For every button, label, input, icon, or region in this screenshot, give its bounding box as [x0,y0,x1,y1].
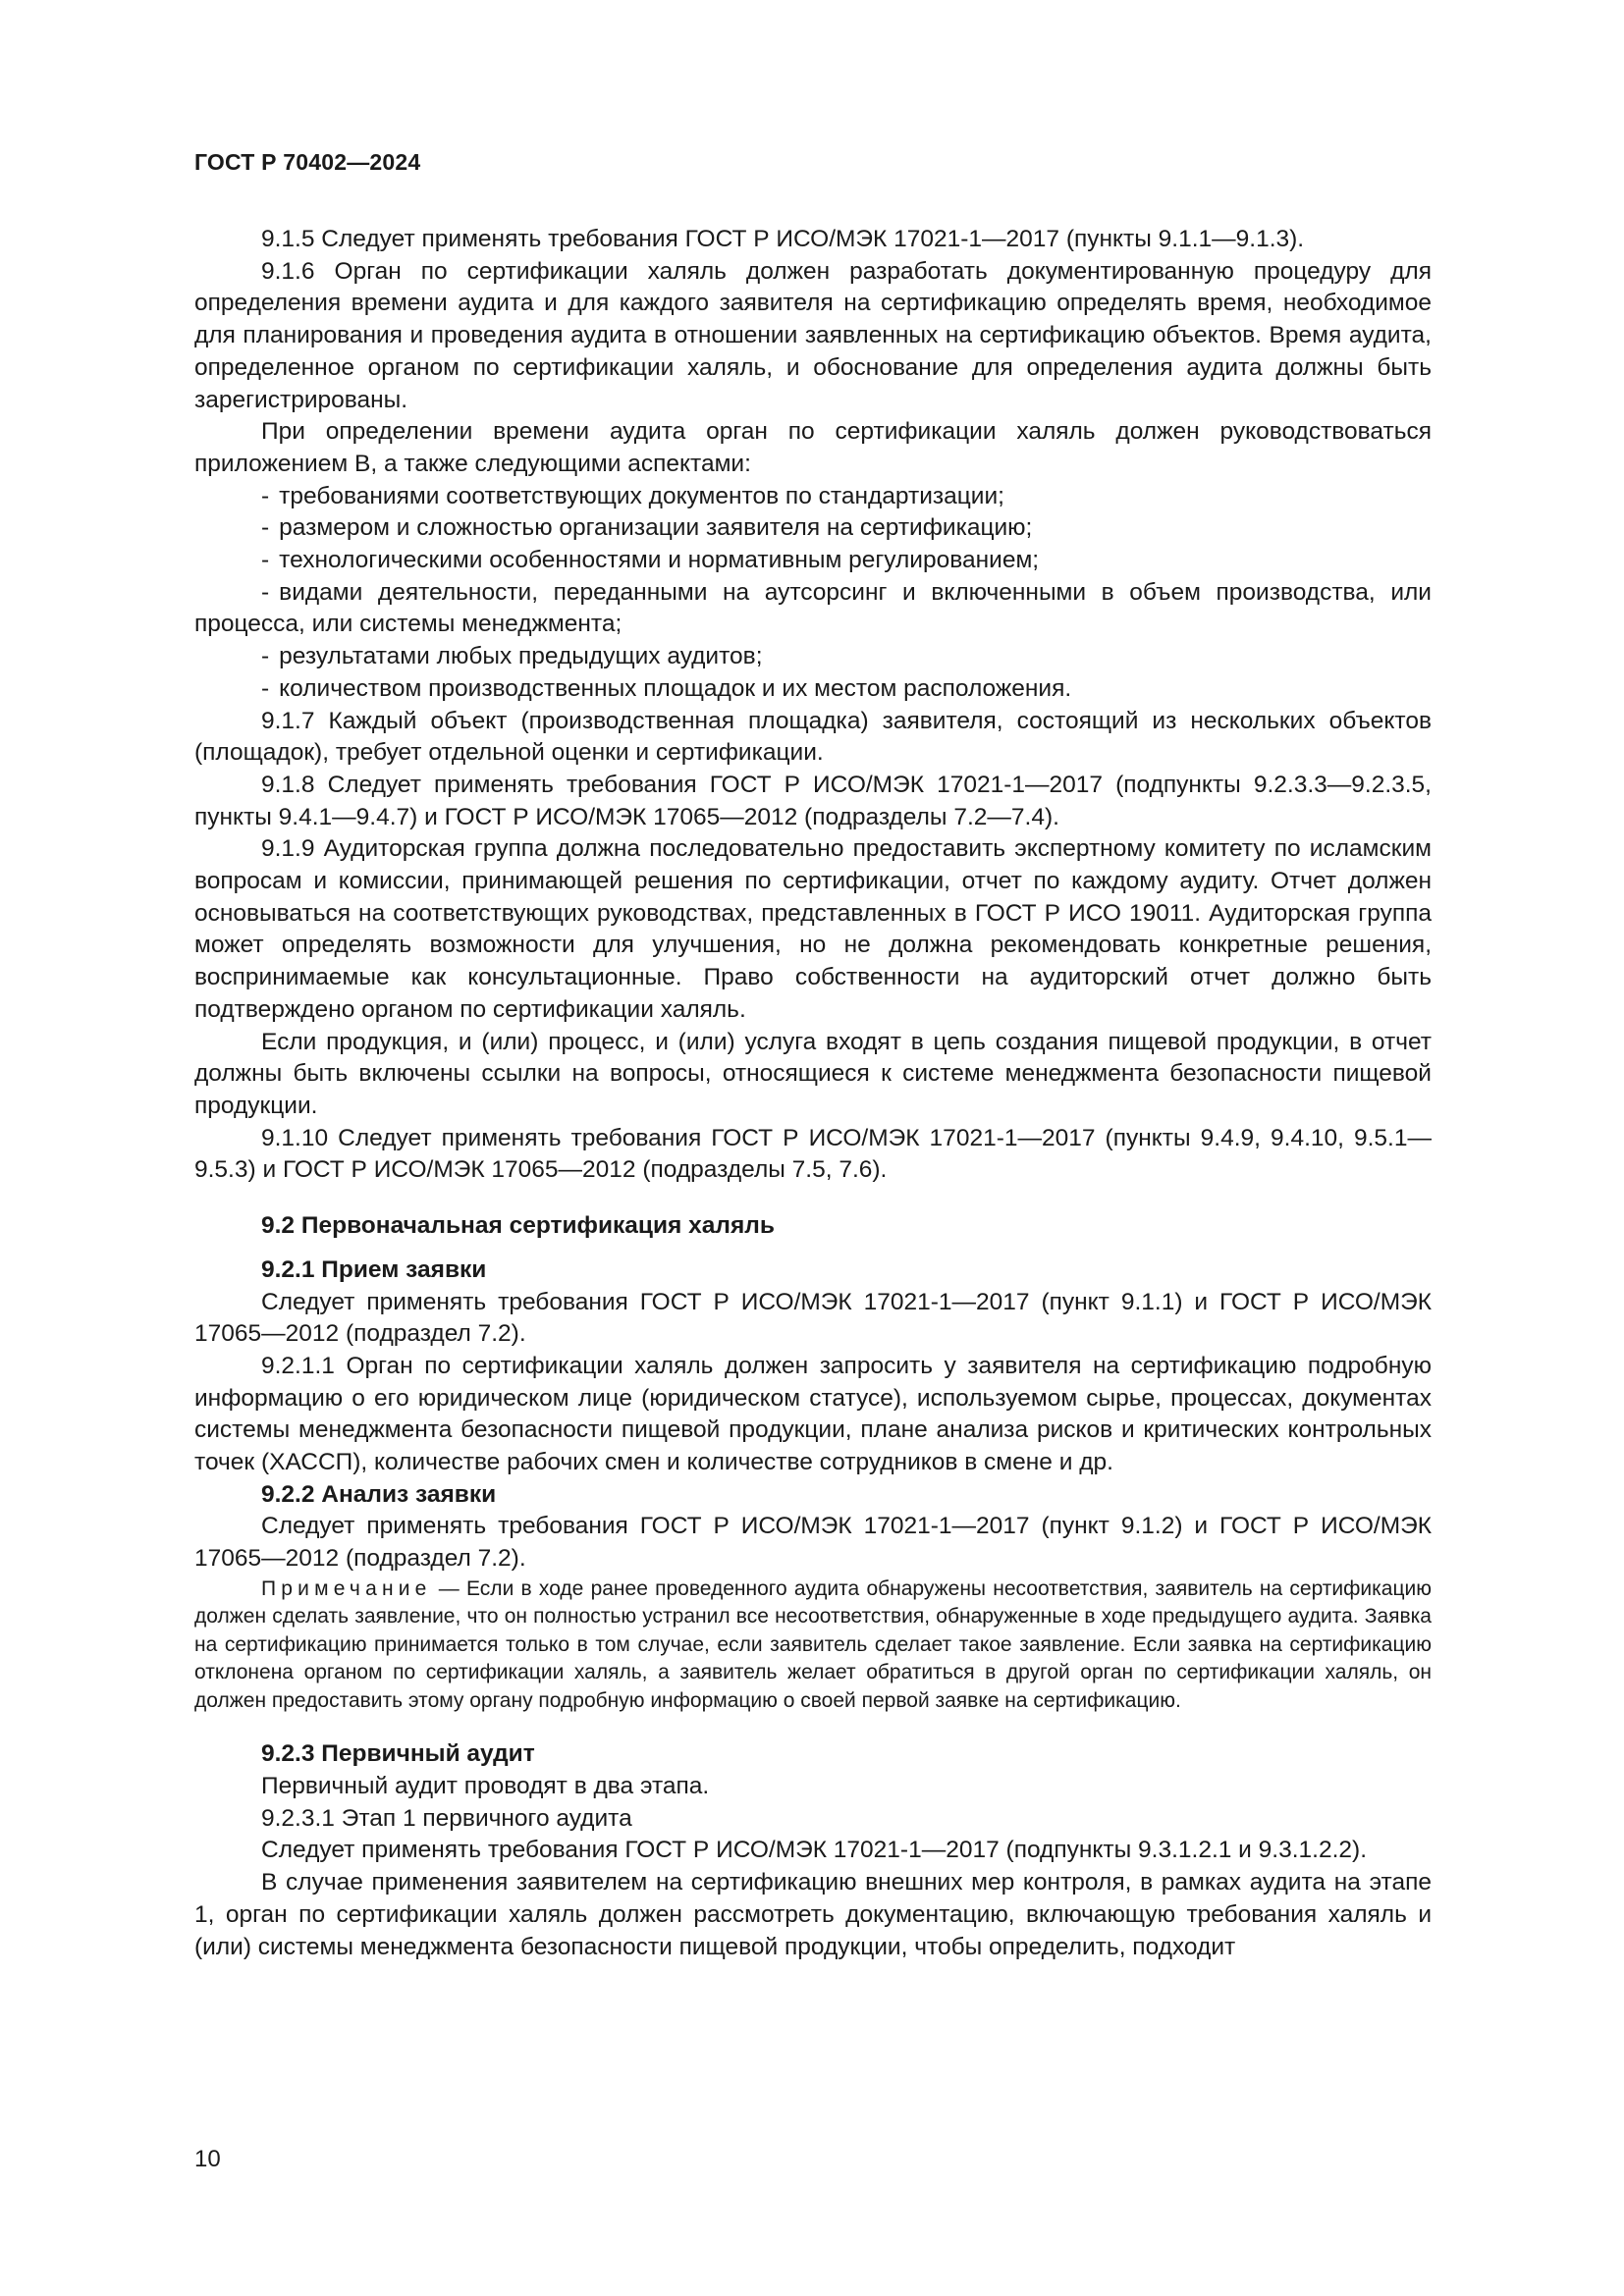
list-item: - результатами любых предыдущих аудитов; [261,643,763,670]
paragraph: Следует применять требования ГОСТ Р ИСО/МЭК 17021-1—2017 (пункт 9.1.2) и ГОСТ Р ИСО/МЭК 17065—2012 (подраздел 7.2). [194,1513,1432,1573]
list-item: - размером и сложностью организации заявителя на сертификацию; [261,514,1033,542]
document-header: ГОСТ Р 70402—2024 [194,149,421,175]
list-item: - технологическими особенностями и нормативным регулированием; [261,547,1040,574]
subsection-heading-9-2-3: 9.2.3 Первичный аудит [261,1740,535,1768]
paragraph: 9.2.1.1 Орган по сертификации халяль должен запросить у заявителя на сертификацию подробную информацию о его юридическом лице (юридическом статусе), используемом сырье, процессах, документах системы менеджмента безопасности пищевой продукции, плане анализа рисков и критических контрольных точек (ХАССП), количестве рабочих смен и количестве сотрудников в смене и др. [194,1352,1432,1476]
subsection-heading-9-2-2: 9.2.2 Анализ заявки [261,1480,497,1508]
paragraph: 9.1.10 Следует применять требования ГОСТ Р ИСО/МЭК 17021-1—2017 (пункты 9.4.9, 9.4.10, 9.5.1—9.5.3) и ГОСТ Р ИСО/МЭК 17065—2012 (подразделы 7.5, 7.6). [194,1124,1432,1184]
document-body [194,224,1432,1963]
paragraph: В случае применения заявителем на сертификацию внешних мер контроля, в рамках аудита на этапе 1, орган по сертификации халяль должен рассмотреть документацию, включающую требования халяль и (или) системы менеджмента безопасности пищевой продукции, чтобы определить, подходит [194,1869,1432,1960]
list-item: - требованиями соответствующих документов по стандартизации; [261,482,1004,509]
paragraph: При определении времени аудита орган по сертификации халяль должен руководствоваться приложением В, а также следующими аспектами: [194,418,1432,477]
paragraph: 9.1.9 Аудиторская группа должна последовательно предоставить экспертному комитету по исламским вопросам и комиссии, принимающей решения по сертификации, отчет по каждому аудиту. Отчет должен основываться на соответствующих руководствах, представленных в ГОСТ Р ИСО 19011. Аудиторская группа может определять возможности для улучшения, но не должна рекомендовать конкретные решения, воспринимаемые как консультационные. Право собственности на аудиторский отчет должно быть подтверждено органом по сертификации халяль. [194,835,1432,1023]
paragraph: 9.1.6 Орган по сертификации халяль должен разработать документированную процедуру для определения времени аудита и для каждого заявителя на сертификацию определять время, необходимое для планирования и проведения аудита в отношении заявленных на сертификацию объектов. Время аудита, определенное органом по сертификации халяль, и обоснование для определения аудита должны быть зарегистрированы. [194,257,1432,413]
section-heading-9-2: 9.2 Первоначальная сертификация халяль [261,1212,775,1240]
paragraph: 9.2.3.1 Этап 1 первичного аудита [261,1804,632,1832]
note [194,1575,1432,1716]
paragraph: Первичный аудит проводят в два этапа. [261,1773,710,1800]
note-label: Примечание [261,1576,432,1600]
paragraph: Следует применять требования ГОСТ Р ИСО/МЭК 17021-1—2017 (подпункты 9.3.1.2.1 и 9.3.1.2.2). [261,1837,1367,1864]
paragraph: 9.1.5 Следует применять требования ГОСТ Р ИСО/МЭК 17021-1—2017 (пункты 9.1.1—9.1.3). [261,226,1305,252]
page-number: 10 [194,2146,221,2172]
paragraph: 9.1.7 Каждый объект (производственная площадка) заявителя, состоящий из нескольких объектов (площадок), требует отдельной оценки и сертификации. [194,707,1432,767]
list-item: - видами деятельности, переданными на аутсорсинг и включенными в объем производства, или процесса, или системы менеджмента; [194,578,1432,638]
paragraph: 9.1.8 Следует применять требования ГОСТ Р ИСО/МЭК 17021-1—2017 (подпункты 9.2.3.3—9.2.3.5, пункты 9.4.1—9.4.7) и ГОСТ Р ИСО/МЭК 17065—2012 (подразделы 7.2—7.4). [194,771,1432,830]
note-text: — Если в ходе ранее проведенного аудита обнаружены несоответствия, заявитель на сертификацию должен сделать заявление, что он полностью устранил все несоответствия, обнаруженные в ходе предыдущего аудита. Заявка на сертификацию принимается только в том случае, если заявитель сделает такое заявление. Если заявка на сертификацию отклонена органом по сертификации халяль, а заявитель желает обратиться в другой орган по сертификации халяль, он должен предоставить этому органу подробную информацию о своей первой заявке на сертификацию. [194,1576,1432,1712]
paragraph: Следует применять требования ГОСТ Р ИСО/МЭК 17021-1—2017 (пункт 9.1.1) и ГОСТ Р ИСО/МЭК 17065—2012 (подраздел 7.2). [194,1288,1432,1348]
paragraph: Если продукция, и (или) процесс, и (или) услуга входят в цепь создания пищевой продукции, в отчет должны быть включены ссылки на вопросы, относящиеся к системе менеджмента безопасности пищевой продукции. [194,1028,1432,1119]
subsection-heading-9-2-1: 9.2.1 Прием заявки [261,1255,487,1283]
list-item: - количеством производственных площадок и их местом расположения. [261,674,1072,702]
